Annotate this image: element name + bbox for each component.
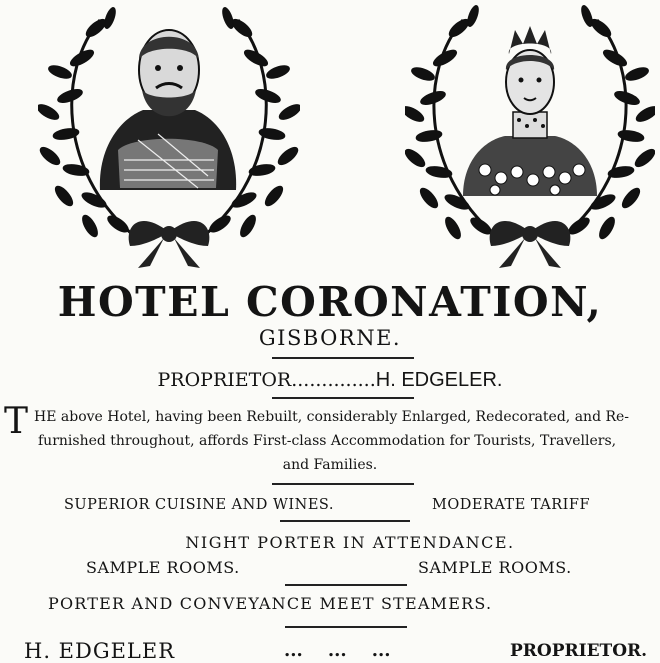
divider (272, 357, 414, 359)
ribbon-bow-left (129, 221, 210, 268)
sample-rooms-right: SAMPLE ROOMS. (418, 558, 572, 577)
drop-cap: T (4, 401, 29, 442)
night-porter-text: NIGHT PORTER IN ATTENDANCE. (185, 533, 515, 552)
proprietor-line (0, 369, 660, 392)
divider (280, 520, 410, 522)
divider (272, 397, 414, 399)
king-portrait-illustration (38, 0, 300, 272)
divider (272, 483, 414, 485)
queen-bust (463, 26, 597, 196)
divider (285, 626, 407, 628)
description-line-2: furnished throughout, affords First-class Accommodation for Tourists, Travellers, (38, 433, 617, 449)
divider (285, 584, 407, 586)
town-name: GISBORNE. (258, 326, 402, 350)
cuisine-text: SUPERIOR CUISINE AND WINES. (64, 497, 334, 513)
description-line-3: and Families. (282, 457, 378, 473)
sample-rooms-left: SAMPLE ROOMS. (86, 558, 240, 577)
ribbon-bow-right (490, 221, 571, 268)
description-line-1: HE above Hotel, having been Rebuilt, considerably Enlarged, Redecorated, and Re- (34, 409, 630, 425)
proprietor-dots: .............. (291, 369, 376, 391)
king-bust (100, 30, 236, 190)
footer-role: PROPRIETOR. (510, 641, 648, 661)
footer-dots: ... ... ... (284, 640, 391, 661)
footer-name: H. EDGELER (24, 639, 176, 663)
proprietor-name: H. EDGELER. (375, 369, 503, 391)
proprietor-label: PROPRIETOR (157, 369, 292, 391)
hotel-title: HOTEL CORONATION, (57, 278, 603, 326)
queen-portrait-illustration (405, 0, 655, 272)
porter-text: PORTER AND CONVEYANCE MEET STEAMERS. (48, 594, 493, 613)
tariff-text: MODERATE TARIFF (432, 497, 591, 513)
